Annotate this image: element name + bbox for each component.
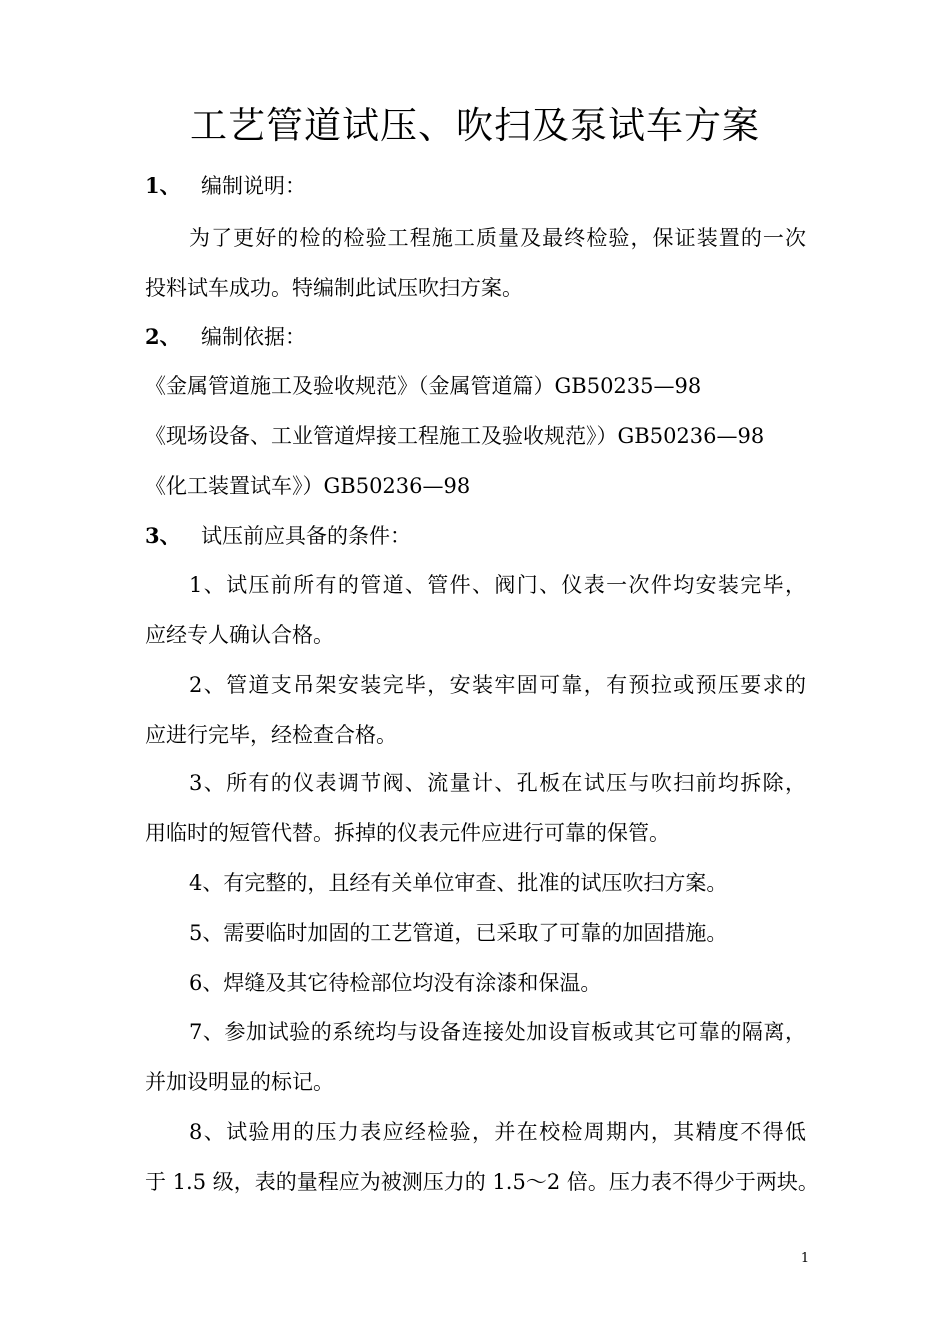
condition-item-line: 用临时的短管代替。拆掉的仪表元件应进行可靠的保管。 bbox=[145, 821, 670, 845]
condition-item-line: 2、管道支吊架安装完毕，安装牢固可靠，有预拉或预压要求的 bbox=[189, 673, 806, 697]
reference-line: 《现场设备、工业管道焊接工程施工及验收规范》）GB50236—98 bbox=[145, 424, 765, 448]
section-3-heading bbox=[145, 522, 411, 550]
section-1-heading bbox=[145, 172, 306, 200]
section-3-number: 3、 bbox=[145, 523, 181, 548]
reference-line: 《化工装置试车》）GB50236—98 bbox=[145, 474, 471, 498]
section-1-number: 1、 bbox=[145, 173, 181, 198]
section-2-heading bbox=[145, 323, 306, 351]
condition-item-line: 于 1.5 级，表的量程应为被测压力的 1.5～2 倍。压力表不得少于两块。 bbox=[145, 1170, 819, 1194]
condition-item-line: 8、试验用的压力表应经检验，并在校检周期内，其精度不得低 bbox=[189, 1120, 806, 1144]
section-1-paragraph-line: 为了更好的检的检验工程施工质量及最终检验，保证装置的一次 bbox=[189, 226, 806, 250]
condition-item-line: 1、试压前所有的管道、管件、阀门、仪表一次件均安装完毕， bbox=[189, 573, 806, 597]
section-2-title: 编制依据： bbox=[201, 325, 306, 349]
section-2-number: 2、 bbox=[145, 324, 181, 349]
condition-item-line: 5、需要临时加固的工艺管道，已采取了可靠的加固措施。 bbox=[189, 921, 728, 945]
reference-line: 《金属管道施工及验收规范》（金属管道篇）GB50235—98 bbox=[145, 374, 702, 398]
section-1-paragraph-line: 投料试车成功。特编制此试压吹扫方案。 bbox=[145, 276, 523, 300]
condition-item-line: 3、所有的仪表调节阀、流量计、孔板在试压与吹扫前均拆除， bbox=[189, 771, 806, 795]
condition-item-line: 应经专人确认合格。 bbox=[145, 623, 334, 647]
condition-item-line: 4、有完整的，且经有关单位审查、批准的试压吹扫方案。 bbox=[189, 871, 728, 895]
condition-item-line: 6、焊缝及其它待检部位均没有涂漆和保温。 bbox=[189, 971, 602, 995]
page-number: 1 bbox=[800, 1251, 810, 1266]
document-title: 工艺管道试压、吹扫及泵试车方案 bbox=[190, 104, 760, 147]
condition-item-line: 并加设明显的标记。 bbox=[145, 1070, 334, 1094]
condition-item-line: 应进行完毕，经检查合格。 bbox=[145, 723, 397, 747]
section-1-title: 编制说明： bbox=[201, 174, 306, 198]
condition-item-line: 7、参加试验的系统均与设备连接处加设盲板或其它可靠的隔离， bbox=[189, 1020, 806, 1044]
section-3-title: 试压前应具备的条件： bbox=[201, 524, 411, 548]
